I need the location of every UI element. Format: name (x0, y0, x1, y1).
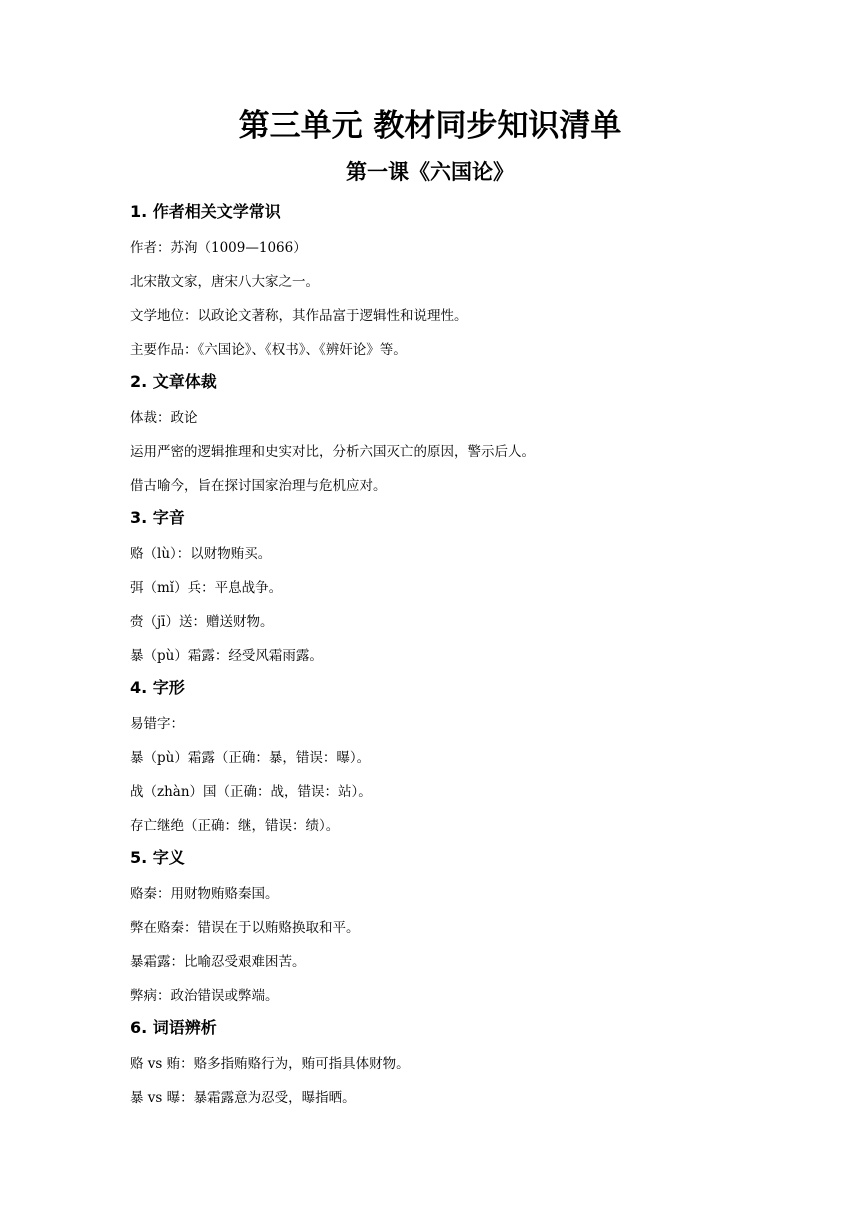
paragraph: 借古喻今，旨在探讨国家治理与危机应对。 (130, 478, 387, 494)
section-genre (130, 367, 750, 503)
paragraph: 弊病：政治错误或弊端。 (130, 988, 279, 1004)
paragraph: 文学地位：以政论文著称，其作品富于逻辑性和说理性。 (130, 308, 468, 324)
section-heading: 6. 词语辨析 (130, 1018, 217, 1037)
paragraph: 暴霜露：比喻忍受艰难困苦。 (130, 954, 306, 970)
document-body (130, 197, 750, 1115)
paragraph: 弊在赂秦：错误在于以贿赂换取和平。 (130, 920, 360, 936)
page-title: 第三单元 教材同步知识清单 (238, 108, 622, 144)
paragraph: 弭（mǐ）兵：平息战争。 (130, 580, 283, 596)
paragraph: 体裁：政论 (130, 410, 198, 426)
paragraph: 北宋散文家，唐宋八大家之一。 (130, 274, 319, 290)
section-heading: 5. 字义 (130, 848, 185, 867)
paragraph: 赂 vs 贿：赂多指贿赂行为，贿可指具体财物。 (130, 1056, 410, 1072)
paragraph: 主要作品：《六国论》、《权书》、《辨奸论》等。 (130, 342, 407, 358)
paragraph: 运用严密的逻辑推理和史实对比，分析六国灭亡的原因，警示后人。 (130, 444, 535, 460)
paragraph: 暴 vs 曝：暴霜露意为忍受，曝指晒。 (130, 1090, 356, 1106)
section-pronunciation (130, 503, 750, 673)
paragraph: 赍（jī）送：赠送财物。 (130, 614, 274, 630)
section-heading: 4. 字形 (130, 678, 185, 697)
lesson-subtitle: 第一课《六国论》 (346, 160, 514, 184)
section-heading: 2. 文章体裁 (130, 372, 217, 391)
paragraph: 战（zhàn）国（正确：战，错误：站）。 (130, 784, 372, 800)
paragraph: 赂秦：用财物贿赂秦国。 (130, 886, 279, 902)
paragraph: 暴（pù）霜露：经受风霜雨露。 (130, 648, 323, 664)
paragraph: 易错字： (130, 716, 184, 732)
paragraph: 存亡继绝（正确：继，错误：绩）。 (130, 818, 340, 834)
section-heading: 3. 字音 (130, 508, 185, 527)
section-heading: 1. 作者相关文学常识 (130, 202, 281, 221)
section-glyphs (130, 673, 750, 843)
paragraph: 作者：苏洵（1009—1066） (130, 240, 307, 256)
paragraph: 赂（lù）：以财物贿买。 (130, 546, 272, 562)
section-meaning (130, 843, 750, 1013)
paragraph: 暴（pù）霜露（正确：暴，错误：曝）。 (130, 750, 371, 766)
section-author (130, 197, 750, 367)
section-word-analysis (130, 1013, 750, 1115)
